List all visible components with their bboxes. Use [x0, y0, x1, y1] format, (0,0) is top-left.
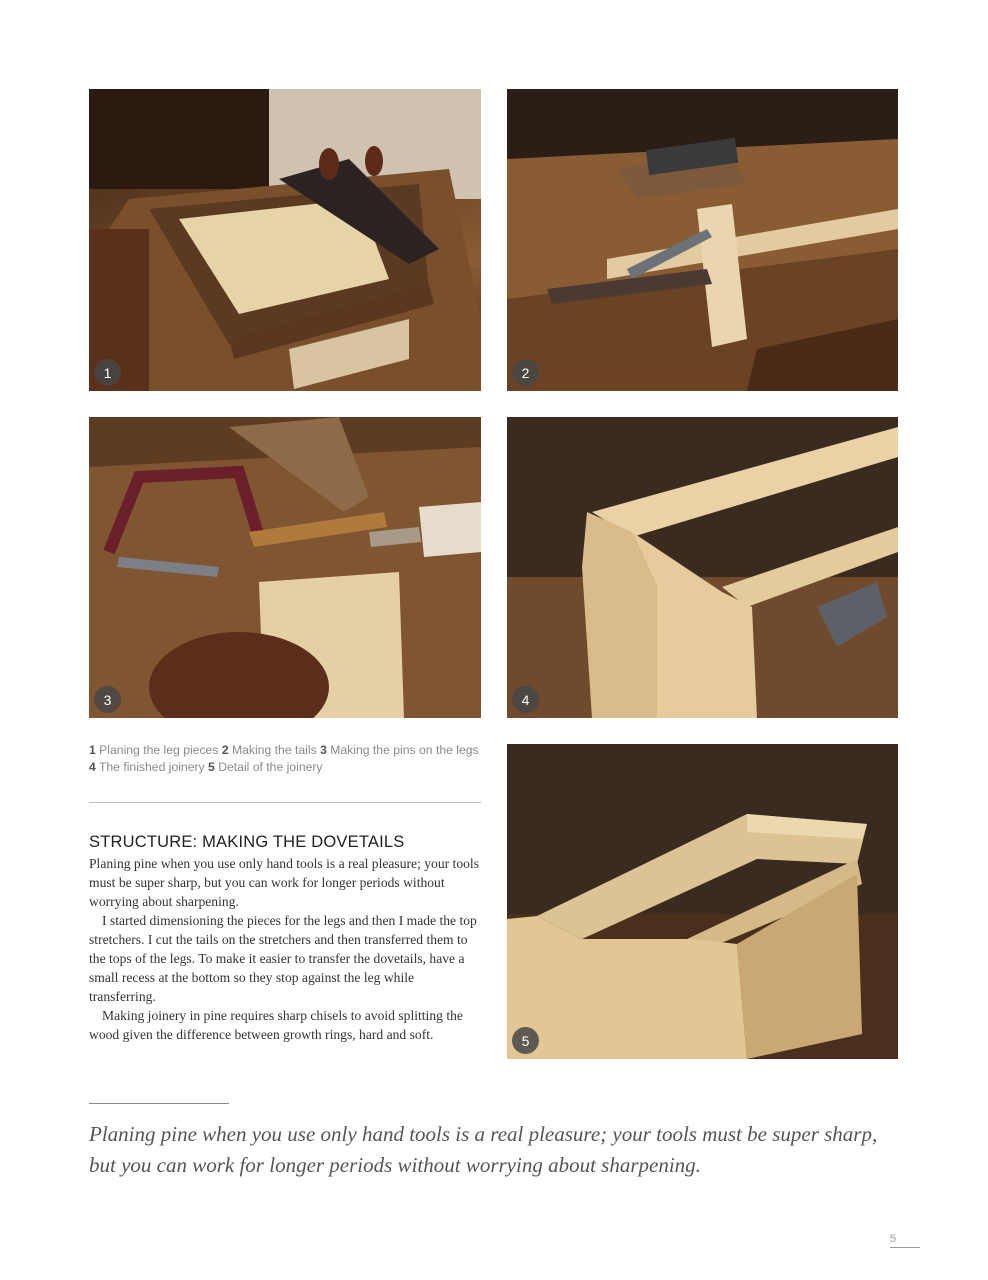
photo-number-badge: 4 [512, 686, 539, 713]
photo-joinery-detail [507, 744, 898, 1059]
body-paragraph: Making joinery in pine requires sharp chisels to avoid splitting the wood given the difference between growth rings, hard and soft. [89, 1008, 463, 1042]
photo-number-badge: 3 [94, 686, 121, 713]
photo-number-badge: 2 [512, 359, 539, 386]
section-divider [89, 802, 481, 803]
caption-number: 3 [320, 743, 327, 757]
photo-planing-leg-pieces [89, 89, 481, 391]
workbench-plane-photo [89, 89, 481, 391]
caption-text: Detail of the joinery [218, 760, 323, 774]
body-text [89, 854, 481, 1044]
photo-captions [89, 742, 481, 776]
caption-number: 2 [221, 743, 229, 757]
caption-number: 5 [208, 760, 215, 774]
finished-joinery-photo [507, 417, 898, 718]
body-paragraph: I started dimensioning the pieces for the legs and then I made the top stretchers. I cut the tails on the stretchers and then transferred them to the tops of the legs. To make it easier to transfer the dovetails, have a small recess at the bottom so they stop against the leg while transferring. [89, 913, 477, 1004]
tails-chisel-photo [507, 89, 898, 391]
section-heading: STRUCTURE: MAKING THE DOVETAILS [89, 833, 405, 851]
photo-making-the-pins [89, 417, 481, 718]
photo-number-badge: 1 [94, 359, 121, 386]
photo-number-badge: 5 [512, 1027, 539, 1054]
joinery-detail-photo [507, 744, 898, 1059]
caption-number: 1 [89, 743, 96, 757]
page-number: 5 [890, 1233, 920, 1248]
coping-saw-pins-photo [89, 417, 481, 718]
caption-text: Planing the leg pieces [99, 743, 219, 757]
photo-making-the-tails [507, 89, 898, 391]
pull-quote: Planing pine when you use only hand tools is a real pleasure; your tools must be super sharp, but you can work for longer periods without worrying about sharpening. [89, 1122, 878, 1177]
caption-text: The finished joinery [98, 760, 205, 774]
photo-finished-joinery [507, 417, 898, 718]
caption-text: Making the tails [232, 743, 317, 757]
caption-number: 4 [89, 760, 96, 774]
caption-text: Making the pins on the legs [330, 743, 479, 757]
body-paragraph: Planing pine when you use only hand tools is a real pleasure; your tools must be super sharp, but you can work for longer periods without worrying about sharpening. [89, 856, 479, 909]
pull-quote-rule [89, 1103, 229, 1104]
